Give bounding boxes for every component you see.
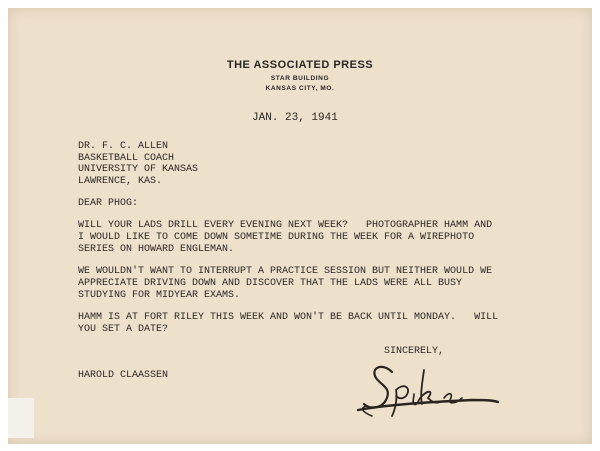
torn-corner [8, 398, 34, 438]
paragraph-3-line-1: HAMM IS AT FORT RILEY THIS WEEK AND WON'T BE BACK UNTIL MONDAY. WILL [78, 312, 499, 323]
paragraph-2-line-1: WE WOULDN'T WANT TO INTERRUPT A PRACTICE SESSION BUT NEITHER WOULD WE [78, 266, 493, 277]
paragraph-1-line-3: SERIES ON HOWARD ENGLEMAN. [78, 244, 235, 255]
letterhead-city: KANSAS CITY, MO. [265, 85, 335, 92]
recipient-name: DR. F. C. ALLEN [78, 141, 169, 152]
recipient-institution: UNIVERSITY OF KANSAS [78, 164, 199, 175]
paragraph-2-line-2: APPRECIATE DRIVING DOWN AND DISCOVER THAT THE LADS WERE ALL BUSY [78, 278, 463, 289]
paragraph-2-line-3: STUDYING FOR MIDYEAR EXAMS. [78, 290, 241, 301]
paragraph-3-line-2: YOU SET A DATE? [78, 324, 169, 335]
closing: SINCERELY, [384, 346, 445, 357]
salutation: DEAR PHOG: [78, 198, 139, 209]
recipient-location: LAWRENCE, KAS. [78, 176, 163, 187]
sender-name: HAROLD CLAASSEN [78, 370, 169, 381]
handwritten-signature [352, 350, 502, 420]
recipient-title: BASKETBALL COACH [78, 153, 175, 164]
paragraph-1-line-1: WILL YOUR LADS DRILL EVERY EVENING NEXT WEEK? PHOTOGRAPHER HAMM AND [78, 220, 493, 231]
paragraph-1-line-2: I WOULD LIKE TO COME DOWN SOMETIME DURING THE WEEK FOR A WIREPHOTO [78, 232, 475, 243]
letterhead-name: THE ASSOCIATED PRESS [226, 59, 374, 71]
letterhead-building: STAR BUILDING [270, 75, 330, 82]
letter-date: JAN. 23, 1941 [252, 112, 338, 124]
